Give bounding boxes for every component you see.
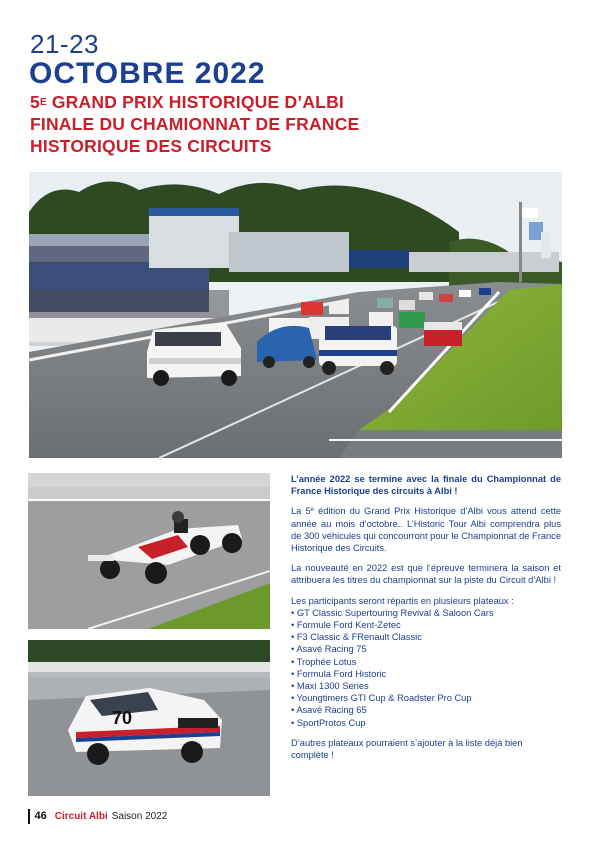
touring-car-70-photo: [28, 640, 270, 796]
footer-season: Saison 2022: [111, 810, 168, 822]
footer-divider: [28, 809, 30, 824]
main-race-photo: [29, 172, 562, 458]
list-item: • Asavé Racing 75: [291, 644, 367, 655]
subtitle-edition-superscript: E: [39, 97, 47, 108]
list-item: • Trophée Lotus: [291, 656, 357, 667]
plateaux-list: [291, 607, 561, 729]
subtitle-line-1-text: GRAND PRIX HISTORIQUE D’ALBI: [46, 92, 344, 112]
list-item: • Formula Ford Historic: [291, 668, 387, 679]
subtitle-line-1: [30, 91, 344, 113]
article-intro: L’année 2022 se termine avec la finale du Championnat de France Historique des circuits à Albi !: [291, 474, 561, 497]
event-month-title: OCTOBRE 2022: [29, 57, 266, 90]
list-item: • Youngtimers GTI Cup & Roadster Pro Cup: [291, 693, 472, 704]
edition-superscript: e: [310, 507, 314, 514]
page-footer: [28, 808, 167, 824]
article-paragraph-novelty: La nouveauté en 2022 est que l’épreuve terminera la saison et attribuera les titres du championnat sur la piste du Circuit d’Albi !: [291, 563, 561, 586]
subtitle-line-2: FINALE DU CHAMIONNAT DE FRANCE: [30, 114, 360, 134]
list-item: • Asavé Racing 65: [291, 705, 367, 716]
plateaux-intro: Les participants seront répartis en plusieurs plateaux :: [291, 595, 514, 606]
list-item: • F3 Classic & FRenault Classic: [291, 632, 422, 643]
plateaux-section: [291, 595, 561, 729]
edition-text-rest: édition du Grand Prix Historique d’Albi vous attend cette année au mois d’octobre.. L’Historic Tour Albi comprendra plus de 300 véhicules qui concourront pour le Championnat de France Historique des Circuits.: [291, 506, 561, 554]
article-paragraph-edition: [291, 505, 561, 554]
subtitle-edition-number: 5: [30, 92, 40, 112]
footer-brand: Circuit Albi: [54, 810, 108, 822]
subtitle-line-3: HISTORIQUE DES CIRCUITS: [30, 136, 272, 156]
page-number: 46: [34, 810, 47, 822]
edition-text-start: La 5: [291, 506, 311, 517]
article-closing: D’autres plateaux pourraient s’ajouter à la liste déjà bien complète !: [291, 737, 523, 761]
list-item: • Maxi 1300 Series: [291, 681, 369, 692]
formula-car-photo: [28, 473, 270, 629]
list-item: • SportProtos Cup: [291, 717, 366, 728]
event-dates: 21-23: [30, 29, 99, 59]
article-text: [291, 473, 561, 769]
list-item: • GT Classic Supertouring Revival & Saloon Cars: [291, 607, 494, 618]
svg-text:70: 70: [112, 708, 133, 728]
list-item: • Formule Ford Kent-Zetec: [291, 620, 401, 631]
